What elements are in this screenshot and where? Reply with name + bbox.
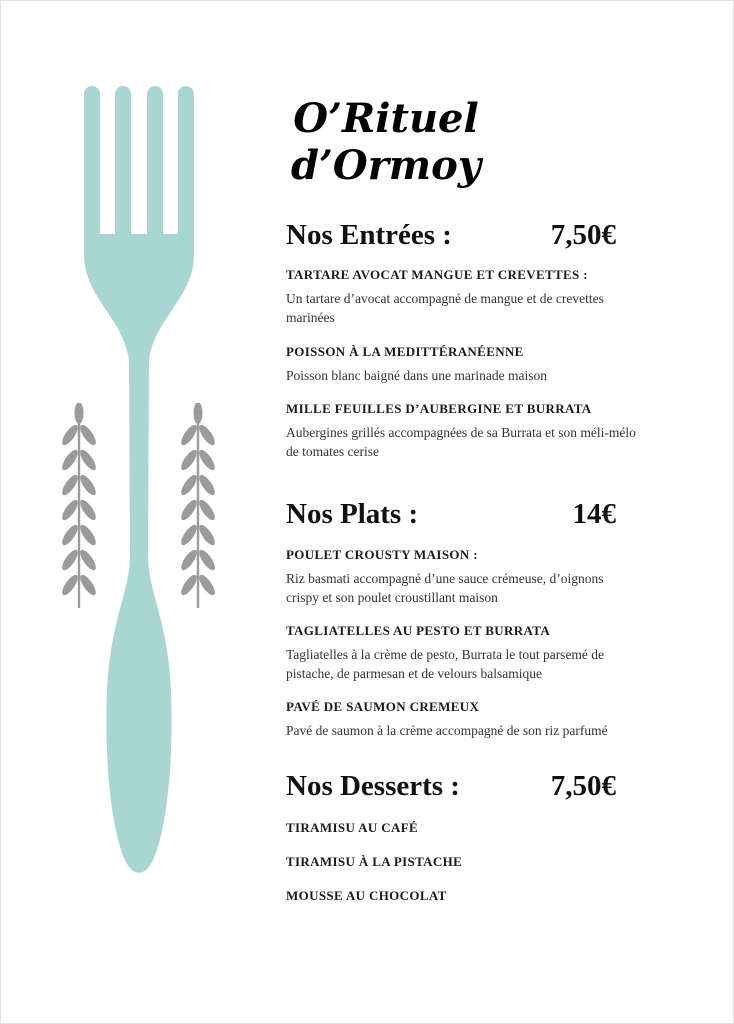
section-title: Nos Entrées : [286,218,452,251]
title-line1: O’Rituel [293,95,479,142]
section-price: 7,50€ [550,218,616,251]
section-desserts [286,771,636,905]
menu-item-name: TIRAMISU AU CAFÉ [286,819,419,835]
section-heading [286,220,616,252]
menu-item-desc: Poisson blanc baigné dans une marinade maison [286,367,547,383]
laurel-branch-right-icon [178,403,218,608]
section-entrees [286,220,636,462]
menu-item-name: TARTARE AVOCAT MANGUE ET CREVETTES : [286,267,588,283]
menu-item-name: TIRAMISU À LA PISTACHE [286,853,463,869]
menu-item-name: POULET CROUSTY MAISON : [286,547,478,563]
title-line2: d’Ormoy [290,141,482,189]
menu-item-name: PAVÉ DE SAUMON CREMEUX [286,699,480,715]
section-plats [286,499,636,741]
menu-item-desc: Tagliatelles à la crème de pesto, Burrata le tout parsemé de pistache, de parmesan et de velours balsamique [286,647,605,681]
laurel-right-shape [178,403,217,608]
laurel-left-shape [59,403,98,608]
menu-item-name: POISSON À LA MEDITTÉRANÉENNE [286,343,524,359]
menu-item-desc: Riz basmati accompagné d’une sauce crémeuse, d’oignons crispy et son poulet croustillant maison [286,571,604,605]
menu-item-desc: Un tartare d’avocat accompagné de mangue et de crevettes marinées [286,291,604,325]
laurel-branch-left-icon [59,403,99,608]
menu-item-name: TAGLIATELLES AU PESTO ET BURRATA [286,623,551,639]
section-price: 14€ [572,498,616,531]
section-price: 7,50€ [550,769,616,802]
menu-item-desc: Aubergines grillés accompagnées de sa Burrata et son méli-mélo de tomates cerise [286,425,636,459]
menu-content [286,96,636,905]
menu-item-desc: Pavé de saumon à la crème accompagné de son riz parfumé [286,723,608,739]
section-title: Nos Plats : [286,498,419,531]
section-heading [286,771,616,803]
section-heading [286,499,616,531]
menu-item-name: MOUSSE AU CHOCOLAT [286,887,447,903]
page-title [286,96,486,190]
section-title: Nos Desserts : [286,769,460,802]
menu-item-name: MILLE FEUILLES D’AUBERGINE ET BURRATA [286,401,592,417]
